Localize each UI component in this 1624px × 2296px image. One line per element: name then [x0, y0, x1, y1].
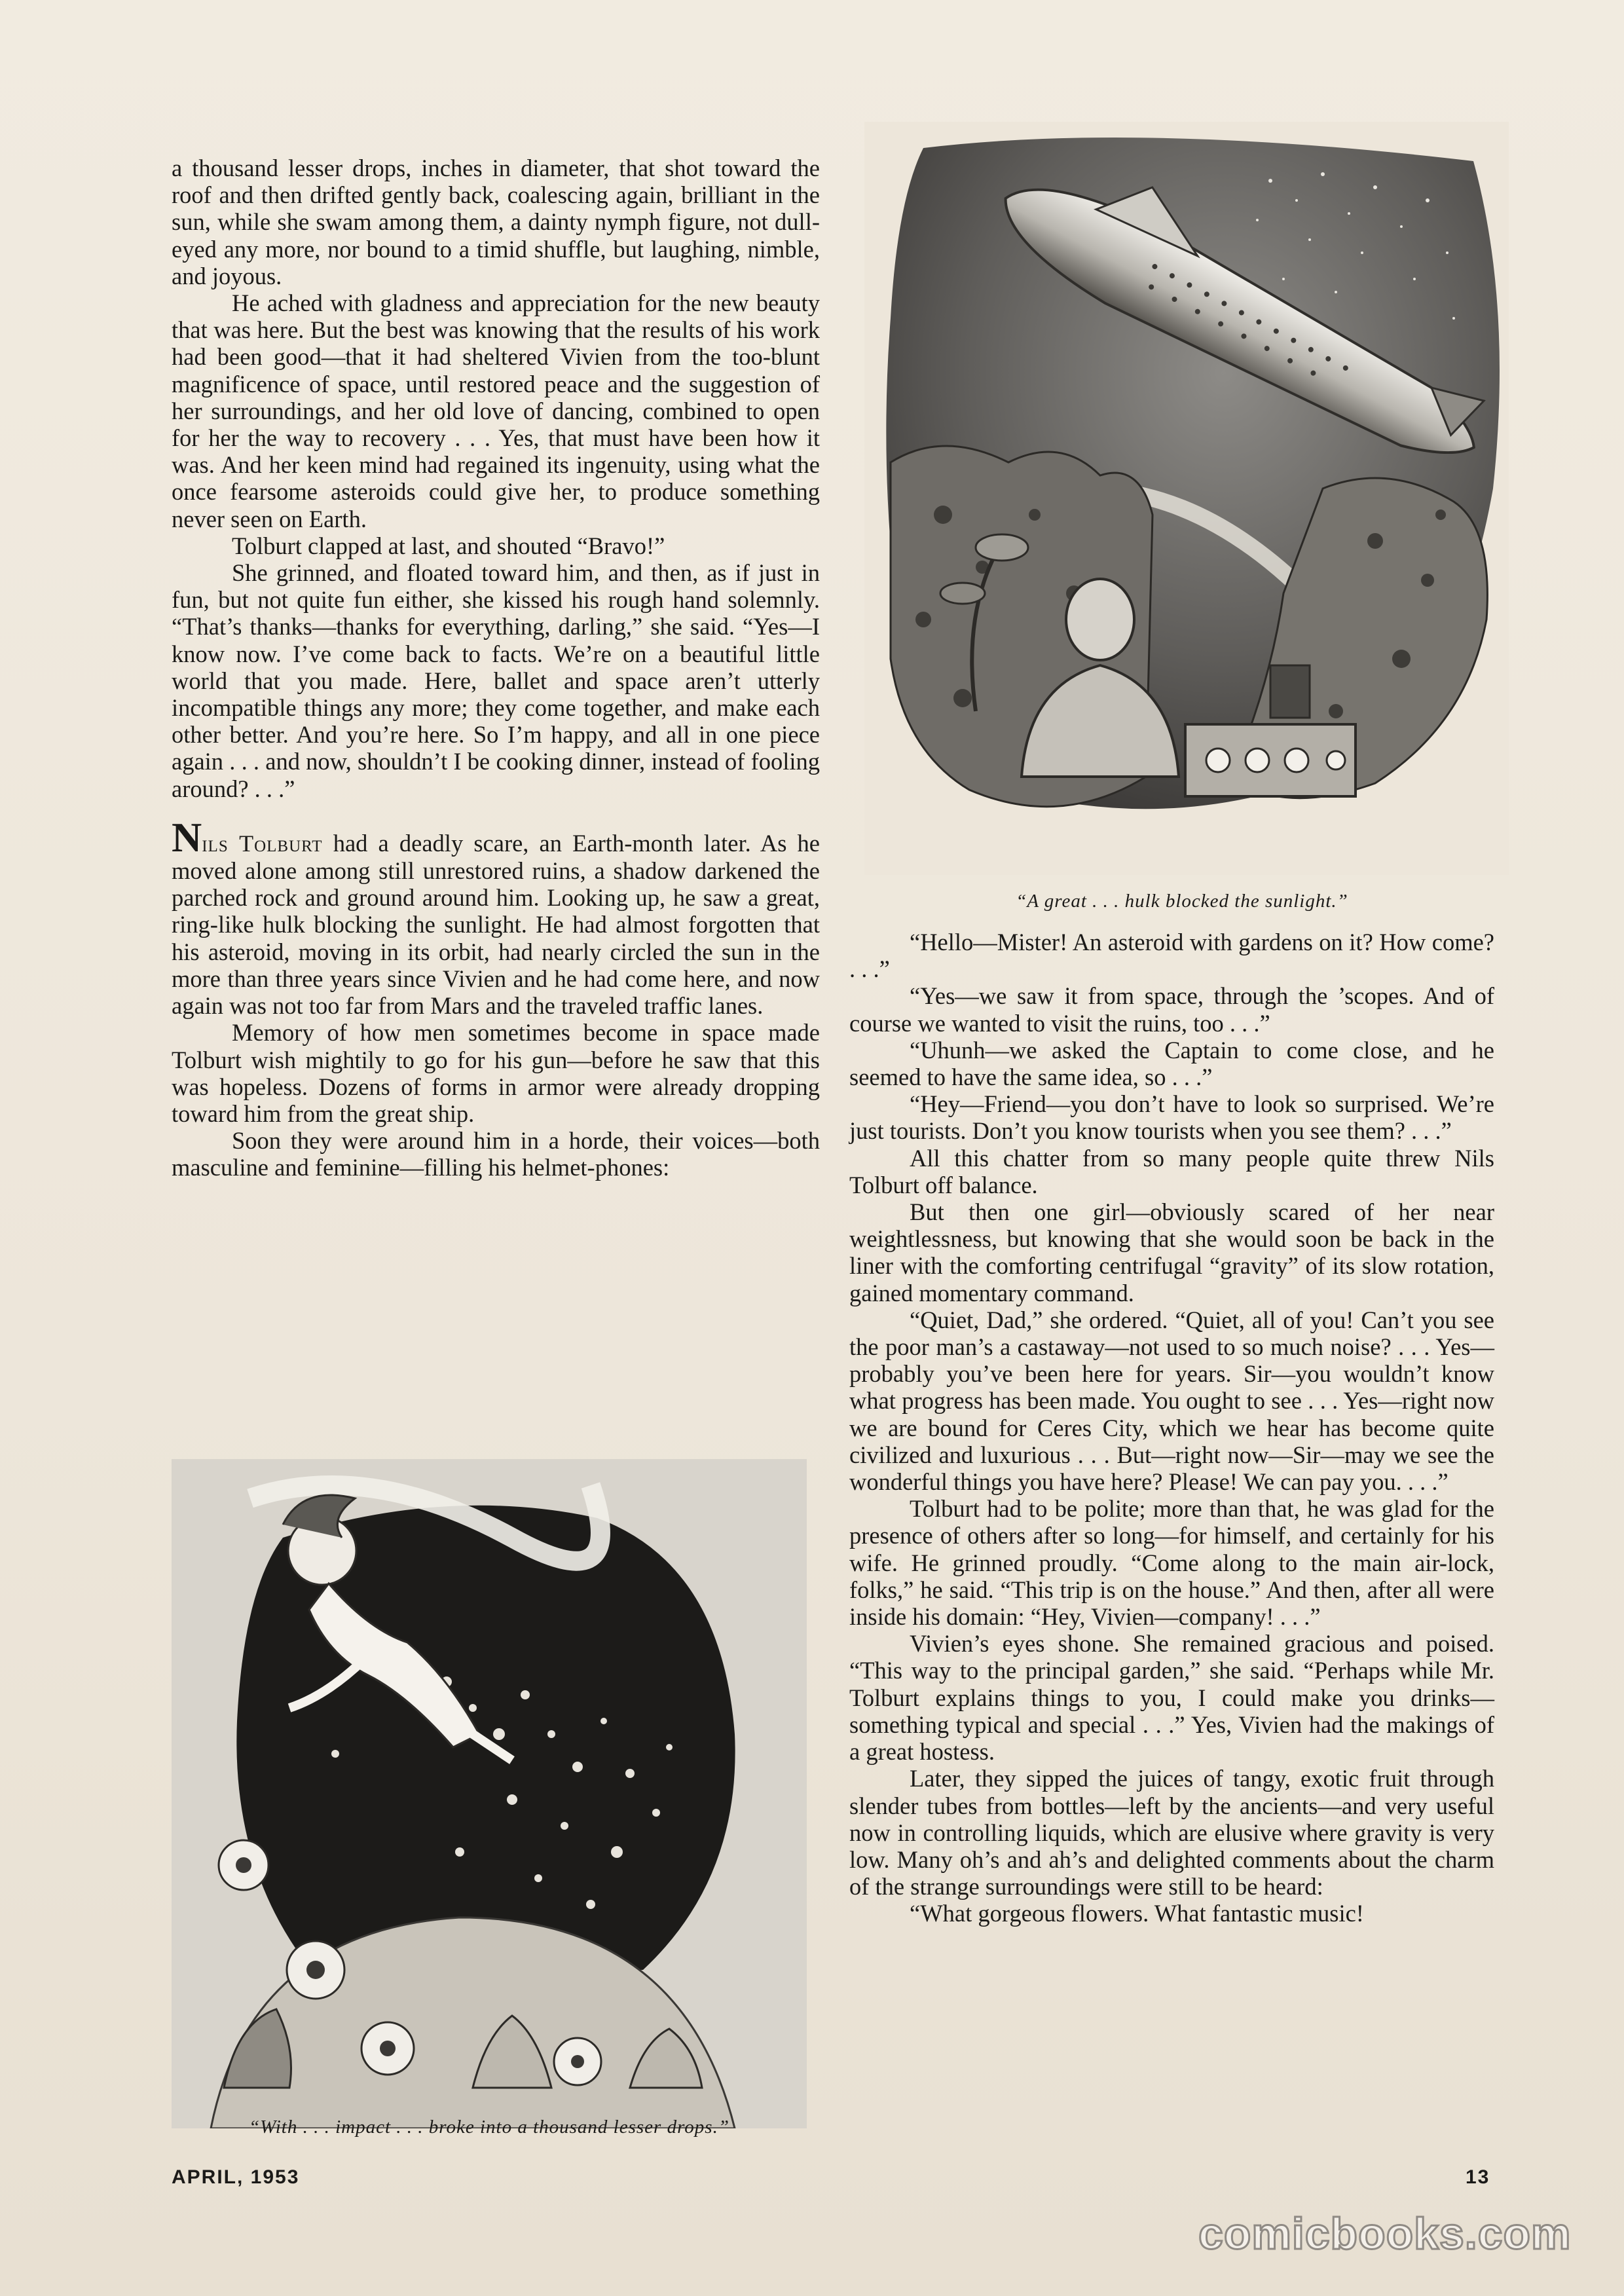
left-column [172, 155, 820, 1181]
section-opening-paragraph [172, 813, 820, 1020]
paragraph: Tolburt clapped at last, and shouted “Bravo!” [232, 532, 665, 559]
drop-cap: N [172, 813, 202, 861]
paragraph: Vivien’s eyes shone. She remained gracious and poised. “This way to the principal garden,” she said. “Perhaps while Mr. Tolburt explains things to you, I could make you drinks—something typical and special . . .” Yes, Vivien had the makings of a great hostess. [849, 1630, 1494, 1766]
paragraph: “What gorgeous flowers. What fantastic music! [910, 1900, 1364, 1927]
screen [1270, 665, 1310, 718]
paragraph: Tolburt had to be polite; more than that, he was glad for the presence of others after so long—for himself, and certainly for his wife. He grinned proudly. “Come along to the main air-lock, folks,” he said. “This trip is on the house.” And then, after all were inside his domain: “Hey, Vivien—company! . . .” [849, 1495, 1494, 1631]
page-number: 13 [1466, 2166, 1490, 2188]
paragraph: Later, they sipped the juices of tangy, exotic fruit through slender tubes from bottles—left by the ancients—and very useful now in controlling liquids, which are elusive where gravity is very low. Many oh’s and ah’s and delighted comments about the charm of the strange surroundings were still to be heard: [849, 1765, 1494, 1900]
issue-date: APRIL, 1953 [172, 2166, 300, 2188]
paragraph: But then one girl—obviously scared of her near weightlessness, but knowing that she would soon be back in the liner with the comforting centrifugal “gravity” of its slow rotation, gained momentary command. [849, 1198, 1494, 1306]
paragraph: “Uhunh—we asked the Captain to come close, and he seemed to have the same idea, so . . .” [849, 1036, 1494, 1091]
plant-leaf [976, 534, 1028, 561]
watermark: comicbooks.com [1198, 2209, 1572, 2259]
dancer-caption: “With . . . impact . . . broke into a thousand lesser drops.” [249, 2117, 729, 2138]
paragraph: “Hello—Mister! An asteroid with gardens on it? How come? . . .” [849, 929, 1494, 983]
right-column [849, 929, 1494, 1927]
paragraph: “Hey—Friend—you don’t have to look so surprised. We’re just tourists. Don’t you know tourists when you see them? . . .” [849, 1090, 1494, 1145]
paragraph: Soon they were around him in a horde, their voices—both masculine and feminine—filling his helmet-phones: [172, 1127, 820, 1181]
paragraph: a thousand lesser drops, inches in diameter, that shot toward the roof and then drifted gently back, coalescing again, brilliant in the sun, while she swam among them, a dainty nymph figure, not dull-eyed any more, nor bound to a timid shuffle, but laughing, nimble, and joyous. [172, 155, 820, 289]
paragraph: She grinned, and floated toward him, and then, as if just in fun, but not quite fun either, she kissed his rough hand solemnly. “That’s thanks—thanks for everything, darling,” she said. “Yes—I know now. I’ve come back to facts. We’re on a beautiful little world that you made. Here, ballet and space aren’t utterly incompatible things any more; they come together, and make each other better. And you’re here. So I’m happy, and all in one piece again . . . and now, shouldn’t I be cooking dinner, instead of fooling around? . . .” [172, 559, 820, 802]
paragraph: He ached with gladness and appreciation for the new beauty that was here. But the best was knowing that the results of his work had been good—that it had sheltered Vivien from the too-blunt magnificence of space, until restored peace and the suggestion of her surroundings, and her old love of dancing, combined to open for her the way to recovery . . . Yes, that must have been how it was. And her keen mind had regained its ingenuity, using what the once fearsome asteroids could give her, to produce something never seen on Earth. [172, 289, 820, 532]
spaceship-illustration [864, 122, 1509, 875]
paragraph-text: had a deadly scare, an Earth-month later. As he moved alone among still unrestored ruins, a shadow darkened the parched rock and ground around him. Looking up, he saw a great, ring-like hulk blocking the sunlight. He had almost forgotten that his asteroid, moving in its orbit, had nearly circled the sun in the more than three years since Vivien and he had come here, and now again was not too far from Mars and the traveled traffic lanes. [172, 829, 820, 1020]
dancer-art [172, 1459, 807, 2128]
spaceship-art [864, 122, 1509, 875]
small-caps-name: ils Tolburt [202, 830, 323, 857]
paragraph: All this chatter from so many people quite threw Nils Tolburt off balance. [849, 1144, 1494, 1198]
plant-leaf [940, 583, 985, 604]
paragraph: Memory of how men sometimes become in space made Tolburt wish mightily to go for his gun—before he saw that this was hopeless. Dozens of forms in armor were already dropping toward him from the great ship. [172, 1019, 820, 1127]
ship-caption: “A great . . . hulk blocked the sunlight.” [1016, 891, 1348, 912]
paragraph: “Quiet, Dad,” she ordered. “Quiet, all of you! Can’t you see the poor man’s a castaway—not used to so much noise? . . . Yes—probably you’ve been here for years. Sir—you wouldn’t know what progress has been made. You ought to see . . . Yes—right now we are bound for Ceres City, which we hear has become quite civilized and luxurious . . . But—right now—Sir—may we see the wonderful things you have here? Please! We can pay you. . . .” [849, 1306, 1494, 1496]
paragraph: “Yes—we saw it from space, through the ’scopes. And of course we wanted to visit the ruins, too . . .” [849, 982, 1494, 1037]
dancer-illustration [172, 1459, 807, 2128]
